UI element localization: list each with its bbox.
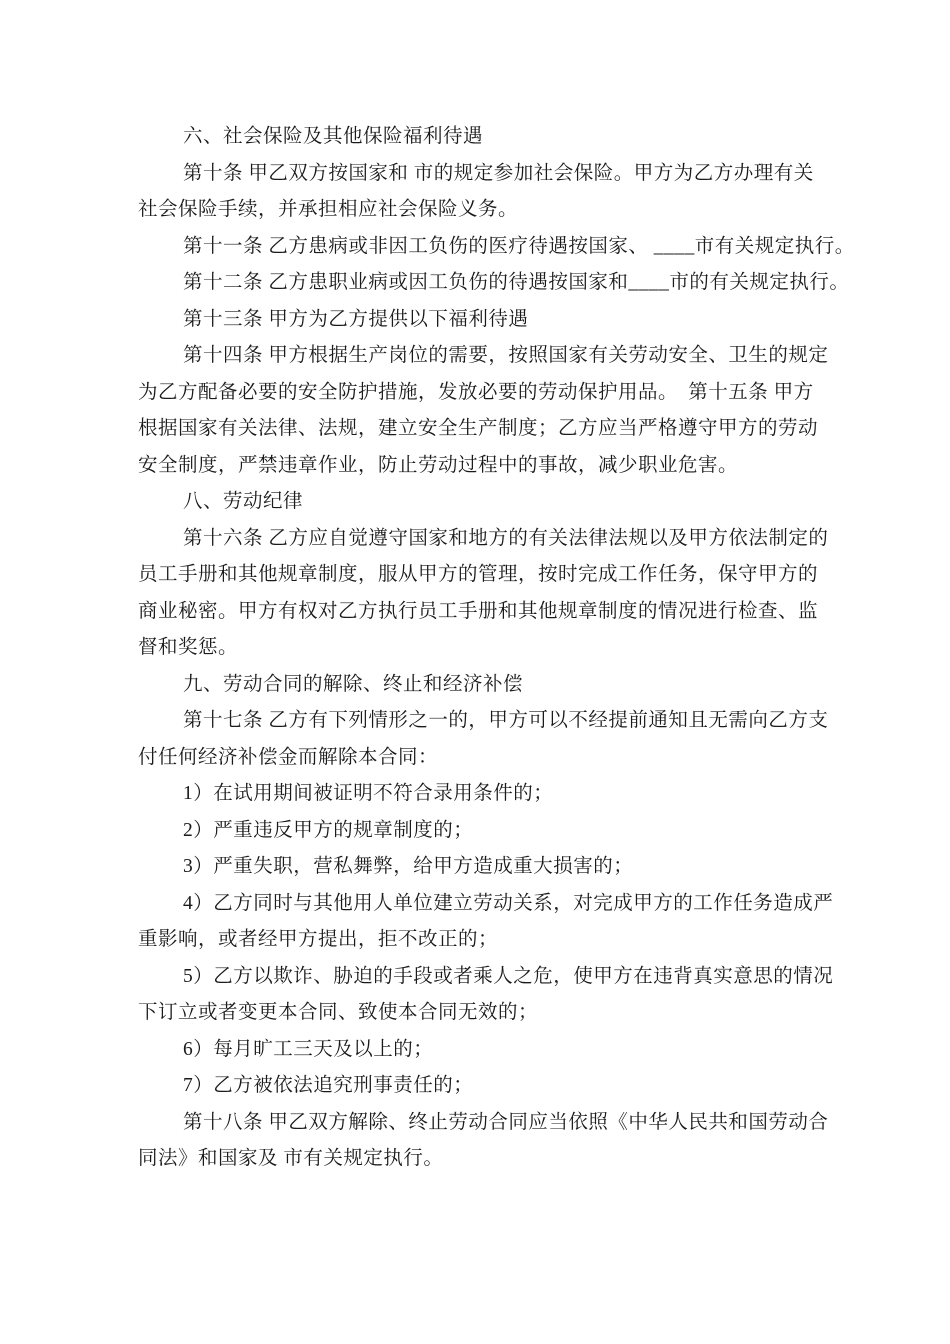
text-line: 九、劳动合同的解除、终止和经济补偿 [183,673,524,695]
text-line: 督和奖惩。 [138,637,239,658]
text-line: 商业秘密。甲方有权对乙方执行员工手册和其他规章制度的情况进行检查、监 [138,600,819,622]
text-line: 六、社会保险及其他保险福利待遇 [183,126,484,147]
text-line: 1）在试用期间被证明不符合录用条件的； [183,783,554,804]
text-line: 安全制度，严禁违章作业，防止劳动过程中的事故，减少职业危害。 [138,454,739,476]
text-line: 第十八条 甲乙双方解除、终止劳动合同应当依照《中华人民共和国劳动合 [183,1111,829,1133]
text-line: 同法》和国家及 市有关规定执行。 [138,1148,444,1169]
text-line: 八、劳动纪律 [183,491,304,512]
text-line: 付任何经济补偿金而解除本合同： [138,746,439,768]
text-line: 2）严重违反甲方的规章制度的； [183,819,474,841]
contract-text-block [138,119,898,1178]
text-line: 社会保险手续，并承担相应社会保险义务。 [138,199,519,220]
text-line: 第十六条 乙方应自觉遵守国家和地方的有关法律法规以及甲方依法制定的 [183,527,829,549]
text-line: 根据国家有关法律、法规，建立安全生产制度；乙方应当严格遵守甲方的劳动 [138,418,819,439]
text-line: 第十一条 乙方患病或非因工负伤的医疗待遇按国家、 ____市有关规定执行。 [183,235,855,257]
text-line: 下订立或者变更本合同、致使本合同无效的； [138,1002,539,1023]
text-line: 6）每月旷工三天及以上的； [183,1038,434,1060]
text-line: 第十三条 甲方为乙方提供以下福利待遇 [183,308,529,330]
text-line: 为乙方配备必要的安全防护措施，发放必要的劳动保护用品。 第十五条 甲方 [138,381,814,403]
text-line: 5）乙方以欺诈、胁迫的手段或者乘人之危，使甲方在违背真实意思的情况 [183,965,834,987]
text-line: 7）乙方被依法追究刑事责任的； [183,1075,474,1096]
text-line: 第十二条 乙方患职业病或因工负伤的待遇按国家和____市的有关规定执行。 [183,272,850,293]
text-line: 员工手册和其他规章制度，服从甲方的管理，按时完成工作任务，保守甲方的 [138,564,819,585]
text-line: 第十条 甲乙双方按国家和 市的规定参加社会保险。甲方为乙方办理有关 [183,162,814,184]
text-line: 3）严重失职，营私舞弊，给甲方造成重大损害的； [183,856,634,877]
text-line: 重影响，或者经甲方提出，拒不改正的； [138,929,499,950]
text-line: 4）乙方同时与其他用人单位建立劳动关系，对完成甲方的工作任务造成严 [183,892,834,914]
text-line: 第十四条 甲方根据生产岗位的需要，按照国家有关劳动安全、卫生的规定 [183,345,829,366]
text-line: 第十七条 乙方有下列情形之一的，甲方可以不经提前通知且无需向乙方支 [183,710,829,731]
